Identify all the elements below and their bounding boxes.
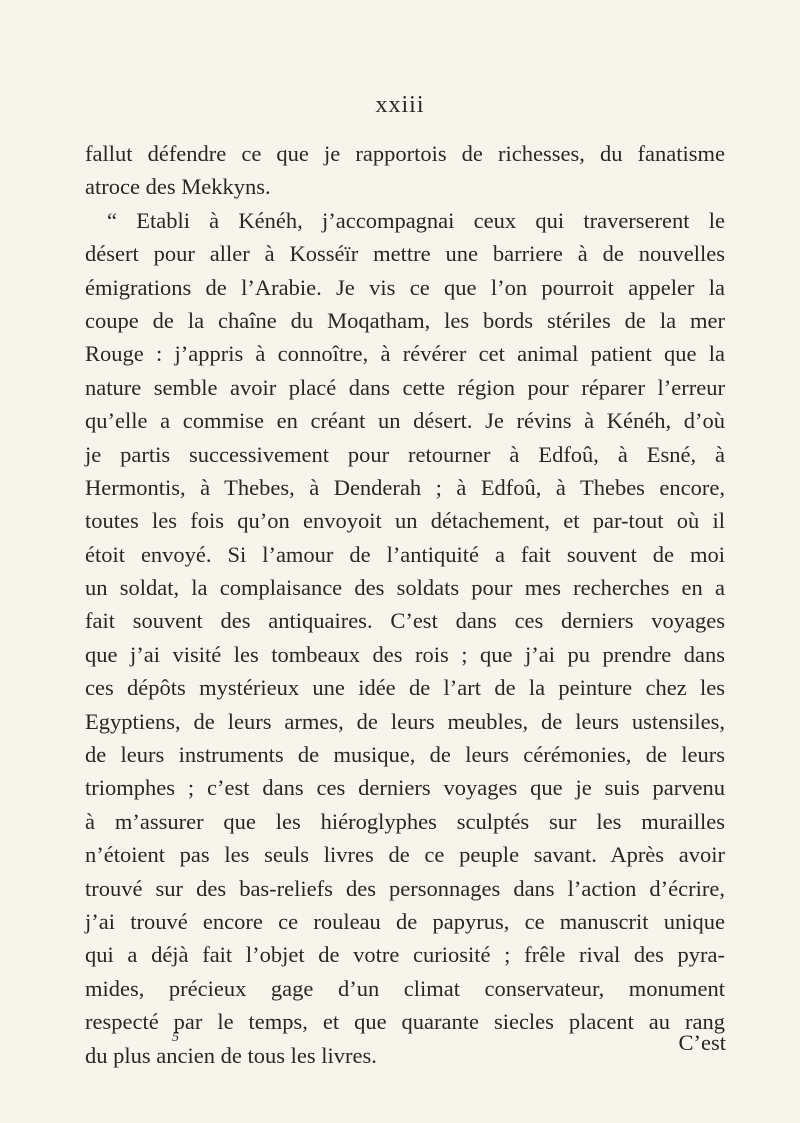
text-line: à m’assurer que les hiéroglyphes sculptés sur les murailles (85, 808, 725, 834)
text-line: atroce des Mekkyns. (85, 174, 271, 200)
text-line: toutes les fois qu’on envoyoit un détachement, et par-tout où il (85, 508, 725, 534)
text-line: nature semble avoir placé dans cette région pour réparer l’erreur (85, 374, 725, 400)
text-line: ces dépôts mystérieux une idée de l’art de la peinture chez les (85, 675, 725, 701)
text-line: Rouge : j’appris à connoître, à révérer cet animal patient que la (85, 341, 725, 367)
text-line: de leurs instruments de musique, de leurs cérémonies, de leurs (85, 742, 725, 768)
text-line: je partis successivement pour retourner à Edfoû, à Esné, à (85, 441, 725, 467)
text-line: Hermontis, à Thebes, à Denderah ; à Edfoû, à Thebes encore, (85, 474, 725, 500)
page-footer (86, 1030, 726, 1060)
signature-mark: 5 (172, 1030, 179, 1045)
text-line: n’étoient pas les seuls livres de ce peuple savant. Après avoir (85, 842, 725, 868)
text-line: qu’elle a commise en créant un désert. Je révins à Kénéh, d’où (85, 408, 725, 434)
text-line: triomphes ; c’est dans ces derniers voyages que je suis parvenu (85, 775, 725, 801)
catchword: C’est (678, 1030, 726, 1055)
page-number: xxiii (375, 92, 425, 118)
text-line: Egyptiens, de leurs armes, de leurs meubles, de leurs ustensiles, (85, 708, 725, 734)
text-line: trouvé sur des bas-reliefs des personnages dans l’action d’écrire, (85, 875, 725, 901)
text-line: fallut défendre ce que je rapportois de richesses, du fanatisme (85, 141, 725, 166)
text-line: “ Etabli à Kénéh, j’accompagnai ceux qui traverserent le (107, 207, 725, 233)
text-line: coupe de la chaîne du Moqatham, les bords stériles de la mer (85, 307, 725, 333)
text-line: que j’ai visité les tombeaux des rois ; que j’ai pu prendre dans (85, 641, 725, 667)
text-line: qui a déjà fait l’objet de votre curiosité ; frêle rival des pyra- (85, 942, 725, 968)
text-line: du plus ancien de tous les livres. (85, 1042, 377, 1068)
text-line: fait souvent des antiquaires. C’est dans ces derniers voyages (85, 608, 725, 634)
text-line: mides, précieux gage d’un climat conservateur, monument (85, 975, 725, 1001)
text-line: étoit envoyé. Si l’amour de l’antiquité a fait souvent de moi (85, 541, 725, 567)
text-line: respecté par le temps, et que quarante siecles placent au rang (85, 1009, 725, 1035)
text-line: un soldat, la complaisance des soldats pour mes recherches en a (85, 575, 725, 601)
body-text (85, 137, 725, 1072)
text-line: désert pour aller à Kosséïr mettre une barriere à de nouvelles (85, 241, 725, 267)
text-line: j’ai trouvé encore ce rouleau de papyrus, ce manuscrit unique (85, 908, 725, 934)
text-line: émigrations de l’Arabie. Je vis ce que l’on pourroit appeler la (85, 274, 725, 300)
